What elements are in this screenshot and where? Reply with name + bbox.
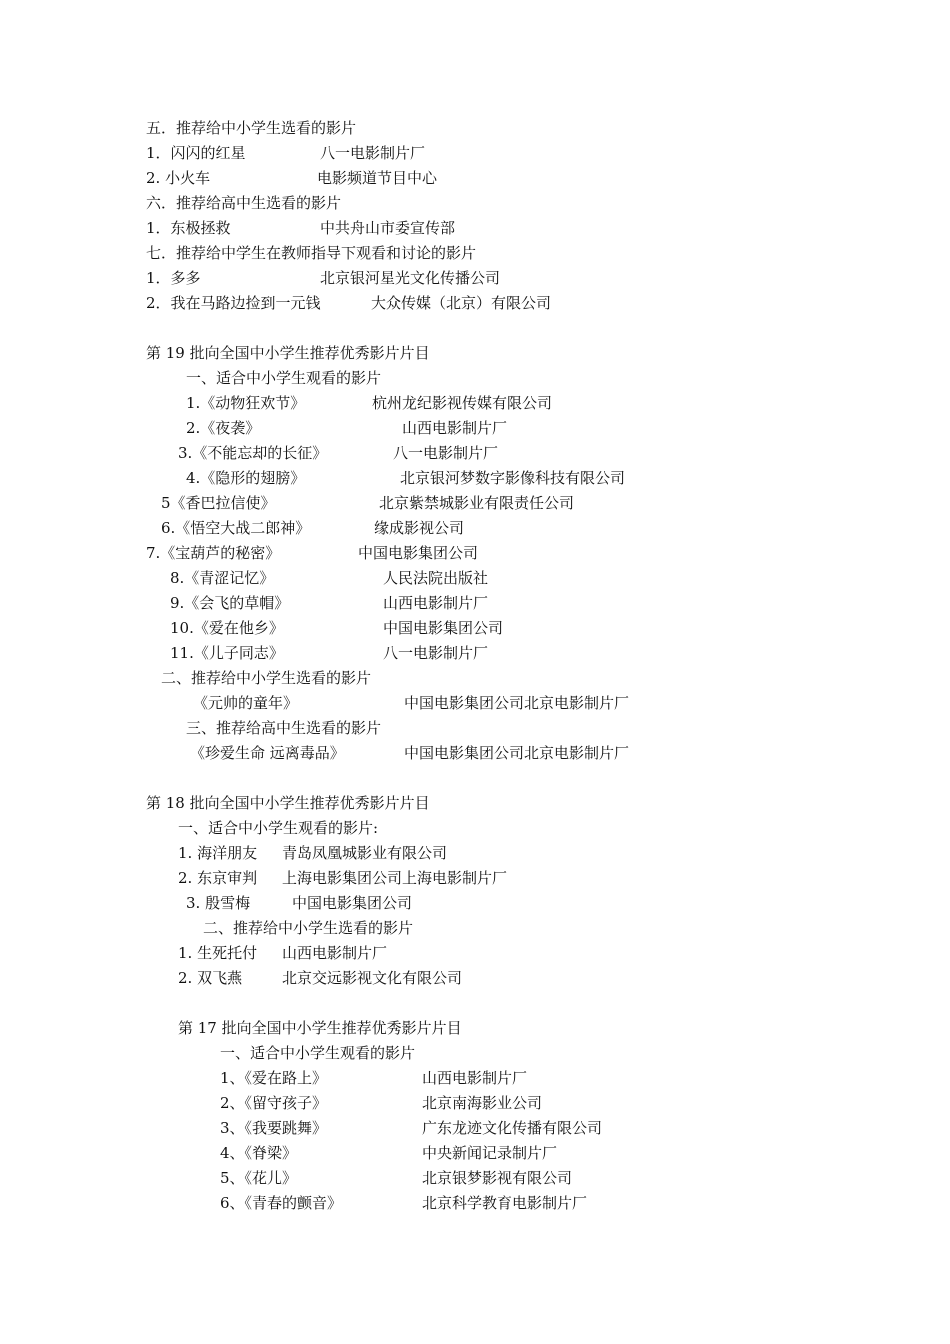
film-title: 1．东极拯救 bbox=[146, 219, 231, 237]
film-title: 2、《留守孩子》 bbox=[220, 1094, 328, 1112]
film-producer: 八一电影制片厂 bbox=[383, 644, 489, 662]
heading-text: 二、推荐给中小学生选看的影片 bbox=[161, 669, 372, 687]
film-producer: 八一电影制片厂 bbox=[320, 144, 426, 162]
film-title: 4.《隐形的翅膀》 bbox=[186, 469, 306, 487]
film-title: 5《香巴拉信使》 bbox=[161, 494, 276, 512]
film-title: 1. 海洋朋友 bbox=[178, 844, 258, 862]
film-producer: 山西电影制片厂 bbox=[422, 1069, 528, 1087]
film-producer: 广东龙迹文化传播有限公司 bbox=[422, 1119, 603, 1137]
film-title: 《珍爱生命 远离毒品》 bbox=[190, 744, 345, 762]
film-producer: 北京银河星光文化传播公司 bbox=[320, 269, 501, 287]
heading-text: 一、适合中小学生观看的影片 bbox=[220, 1044, 416, 1062]
film-producer: 山西电影制片厂 bbox=[402, 419, 508, 437]
film-title: 1．多多 bbox=[146, 269, 201, 287]
film-producer: 中国电影集团公司北京电影制片厂 bbox=[404, 694, 630, 712]
film-producer: 中国电影集团公司 bbox=[383, 619, 504, 637]
film-producer: 北京南海影业公司 bbox=[422, 1094, 543, 1112]
heading-text: 一、适合中小学生观看的影片: bbox=[178, 819, 379, 837]
film-producer: 缘成影视公司 bbox=[374, 519, 465, 537]
film-producer: 北京紫禁城影业有限责任公司 bbox=[379, 494, 575, 512]
batch-title-text: 第 19 批向全国中小学生推荐优秀影片片目 bbox=[146, 344, 430, 362]
heading-text: 二、推荐给中小学生选看的影片 bbox=[203, 919, 414, 937]
film-title: 1.《动物狂欢节》 bbox=[186, 394, 306, 412]
film-producer: 杭州龙纪影视传媒有限公司 bbox=[372, 394, 553, 412]
film-title: 2．我在马路边捡到一元钱 bbox=[146, 294, 321, 312]
film-producer: 中国电影集团公司北京电影制片厂 bbox=[404, 744, 630, 762]
film-title: 2. 小火车 bbox=[146, 169, 211, 187]
film-title: 6、《青春的颤音》 bbox=[220, 1194, 343, 1212]
film-title: 2. 东京审判 bbox=[178, 869, 258, 887]
film-producer: 山西电影制片厂 bbox=[383, 594, 489, 612]
heading-text: 七．推荐给中学生在教师指导下观看和讨论的影片 bbox=[146, 244, 477, 262]
film-title: 7.《宝葫芦的秘密》 bbox=[146, 544, 281, 562]
film-producer: 青岛凤凰城影业有限公司 bbox=[282, 844, 448, 862]
film-title: 1. 生死托付 bbox=[178, 944, 258, 962]
film-producer: 北京银河梦数字影像科技有限公司 bbox=[400, 469, 626, 487]
film-title: 4、《脊梁》 bbox=[220, 1144, 298, 1162]
film-producer: 中国电影集团公司 bbox=[358, 544, 479, 562]
film-title: 6.《悟空大战二郎神》 bbox=[161, 519, 311, 537]
film-title: 8.《青涩记忆》 bbox=[170, 569, 275, 587]
batch-title-text: 第 17 批向全国中小学生推荐优秀影片片目 bbox=[178, 1019, 462, 1037]
film-producer: 中央新闻记录制片厂 bbox=[422, 1144, 558, 1162]
heading-text: 三、推荐给高中生选看的影片 bbox=[186, 719, 382, 737]
film-title: 1、《爱在路上》 bbox=[220, 1069, 328, 1087]
heading-text: 六．推荐给高中生选看的影片 bbox=[146, 194, 342, 212]
heading-text: 一、适合中小学生观看的影片 bbox=[186, 369, 382, 387]
film-producer: 北京科学教育电影制片厂 bbox=[422, 1194, 588, 1212]
film-producer: 电影频道节目中心 bbox=[317, 169, 438, 187]
film-producer: 山西电影制片厂 bbox=[282, 944, 388, 962]
film-title: 5、《花儿》 bbox=[220, 1169, 298, 1187]
film-title: 2.《夜袭》 bbox=[186, 419, 261, 437]
film-title: 11.《儿子同志》 bbox=[170, 644, 284, 662]
film-title: 3、《我要跳舞》 bbox=[220, 1119, 328, 1137]
film-producer: 上海电影集团公司上海电影制片厂 bbox=[282, 869, 508, 887]
film-title: 《元帅的童年》 bbox=[193, 694, 299, 712]
film-title: 9.《会飞的草帽》 bbox=[170, 594, 290, 612]
batch-title-text: 第 18 批向全国中小学生推荐优秀影片片目 bbox=[146, 794, 430, 812]
heading-text: 五．推荐给中小学生选看的影片 bbox=[146, 119, 357, 137]
film-title: 2. 双飞燕 bbox=[178, 969, 243, 987]
film-producer: 北京银梦影视有限公司 bbox=[422, 1169, 573, 1187]
film-producer: 八一电影制片厂 bbox=[393, 444, 499, 462]
film-producer: 大众传媒（北京）有限公司 bbox=[371, 294, 552, 312]
film-producer: 中共舟山市委宣传部 bbox=[320, 219, 456, 237]
film-producer: 北京交远影视文化有限公司 bbox=[282, 969, 463, 987]
film-producer: 人民法院出版社 bbox=[383, 569, 489, 587]
film-title: 1．闪闪的红星 bbox=[146, 144, 246, 162]
film-title: 10.《爱在他乡》 bbox=[170, 619, 284, 637]
film-title: 3. 殷雪梅 bbox=[186, 894, 251, 912]
film-producer: 中国电影集团公司 bbox=[292, 894, 413, 912]
film-title: 3.《不能忘却的长征》 bbox=[178, 444, 328, 462]
